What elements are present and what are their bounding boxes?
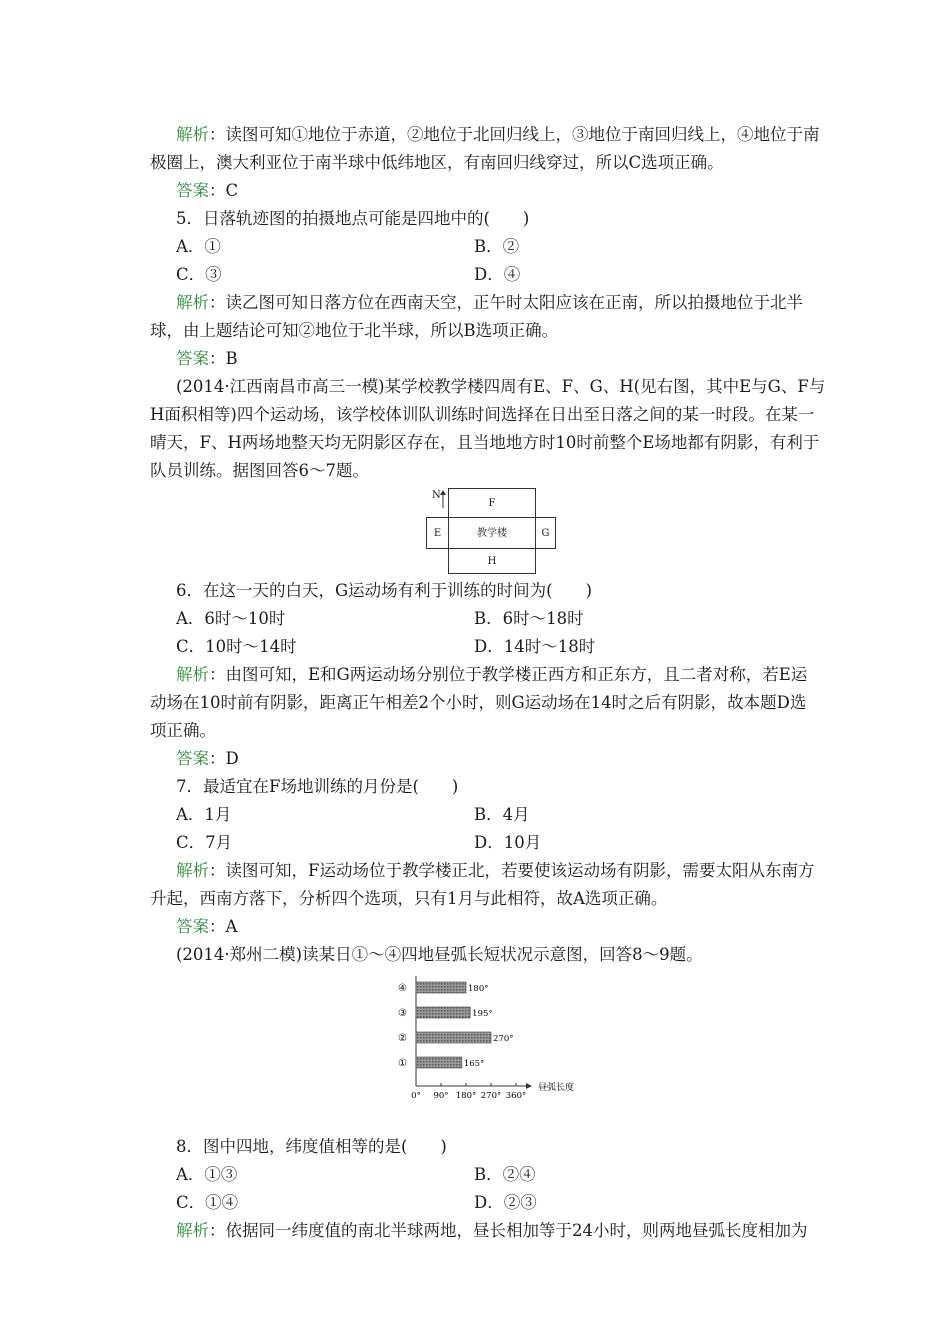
q6-analysis-line-1: 解析：由图可知，E和G两运动场分别位于教学楼正西方和正东方，且二者对称，若E运 [176,665,808,684]
x-axis-label: 昼弧长度 [538,1083,575,1093]
q4-analysis-line-1: 解析：读图可知①地位于赤道，②地位于北回归线上，③地位于南回归线上，④地位于南 [176,125,820,144]
q7-answer: 答案：A [176,917,238,936]
q8-option-c: C．①④ [176,1193,239,1212]
q4-answer: 答案：C [176,181,239,200]
q7-option-b: B．4月 [474,805,530,824]
q5-answer: 答案：B [176,349,238,368]
intro67-line-3: 晴天，F、H两场地整天均无阴影区存在，且当地地方时10时前整个E场地都有阴影，有利于 [150,433,820,452]
category-label: ④ [398,983,407,994]
q6-option-a: A．6时～10时 [176,609,286,628]
q7-stem: 7．最适宜在F场地训练的月份是( ) [176,777,459,796]
intro67-line-2: H面积相等)四个运动场，该学校体训队训练时间选择在日出至日落之间的某一时段。在某一 [150,405,815,424]
field-h: H [448,548,536,574]
bar [416,1032,491,1043]
q5-analysis-line-1: 解析：读乙图可知日落方位在西南天空，正午时太阳应该在正南，所以拍摄地位于北半 [176,293,803,312]
north-arrow-icon [440,490,446,508]
q6-analysis-line-2: 动场在10时前有阴影，距离正午相差2个小时，则G运动场在14时之后有阴影，故本题D选 [150,693,807,712]
q5-stem: 5．日落轨迹图的拍摄地点可能是四地中的( ) [176,209,530,228]
x-tick-label: 0° [411,1091,421,1101]
q8-option-b: B．②④ [474,1165,536,1184]
q4-analysis-line-2: 极圈上，澳大利亚位于南半球中低纬地区，有南回归线穿过，所以C选项正确。 [150,153,724,172]
x-tick-label: 360° [505,1091,527,1101]
q8-stem: 8．图中四地，纬度值相等的是( ) [176,1137,447,1156]
building-diagram [426,488,556,574]
q6-stem: 6．在这一天的白天，G运动场有利于训练的时间为( ) [176,581,593,600]
q6-option-b: B．6时～18时 [474,609,584,628]
q7-option-d: D．10月 [474,833,542,852]
q5-option-b: B．② [474,237,520,256]
q5-option-c: C．③ [176,265,222,284]
q6-analysis-line-3: 项正确。 [150,721,216,740]
q8-option-d: D．②③ [474,1193,537,1212]
q6-option-c: C．10时～14时 [176,637,297,656]
q8-option-a: A．①③ [176,1165,238,1184]
north-label: N [432,490,441,501]
field-e: E [426,517,449,549]
bar [416,982,466,993]
field-g: G [535,517,556,549]
category-label: ③ [398,1008,407,1019]
q7-option-c: C．7月 [176,833,233,852]
intro89: (2014·郑州二模)读某日①～④四地昼弧长短状况示意图，回答8～9题。 [176,945,703,964]
bar-value-label: 180° [468,984,489,994]
bar [416,1007,470,1018]
field-f: F [448,488,536,518]
teaching-building: 教学楼 [448,517,536,549]
intro67-line-4: 队员训练。据图回答6～7题。 [150,461,369,480]
bar-value-label: 165° [463,1059,485,1069]
bar-value-label: 195° [472,1009,493,1019]
bar [416,1057,462,1068]
q7-option-a: A．1月 [176,805,232,824]
x-tick-label: 90° [433,1091,449,1101]
q7-analysis-line-1: 解析：读图可知，F运动场位于教学楼正北，若要使该运动场有阴影，需要太阳从东南方 [176,861,815,880]
q6-answer: 答案：D [176,749,239,768]
q5-option-a: A．① [176,237,221,256]
bar-value-label: 270° [493,1034,514,1044]
q8-analysis-line-1: 解析：依据同一纬度值的南北半球两地，昼长相加等于24小时，则两地昼弧长度相加为 [176,1221,808,1240]
q5-option-d: D．④ [474,265,521,284]
q7-analysis-line-2: 升起，西南方落下，分析四个选项，只有1月与此相符，故A选项正确。 [150,889,668,908]
q6-option-d: D．14时～18时 [474,637,596,656]
intro67-line-1: (2014·江西南昌市高三一模)某学校教学楼四周有E、F、G、H(见右图，其中E与G、F与 [176,377,826,396]
day-arc-chart [396,974,596,1102]
category-label: ① [398,1058,407,1069]
x-tick-label: 270° [480,1091,502,1101]
x-tick-label: 180° [455,1091,477,1101]
category-label: ② [398,1033,407,1044]
x-axis-arrow-icon [526,1083,532,1089]
q5-analysis-line-2: 球，由上题结论可知②地位于北半球，所以B选项正确。 [150,321,559,340]
